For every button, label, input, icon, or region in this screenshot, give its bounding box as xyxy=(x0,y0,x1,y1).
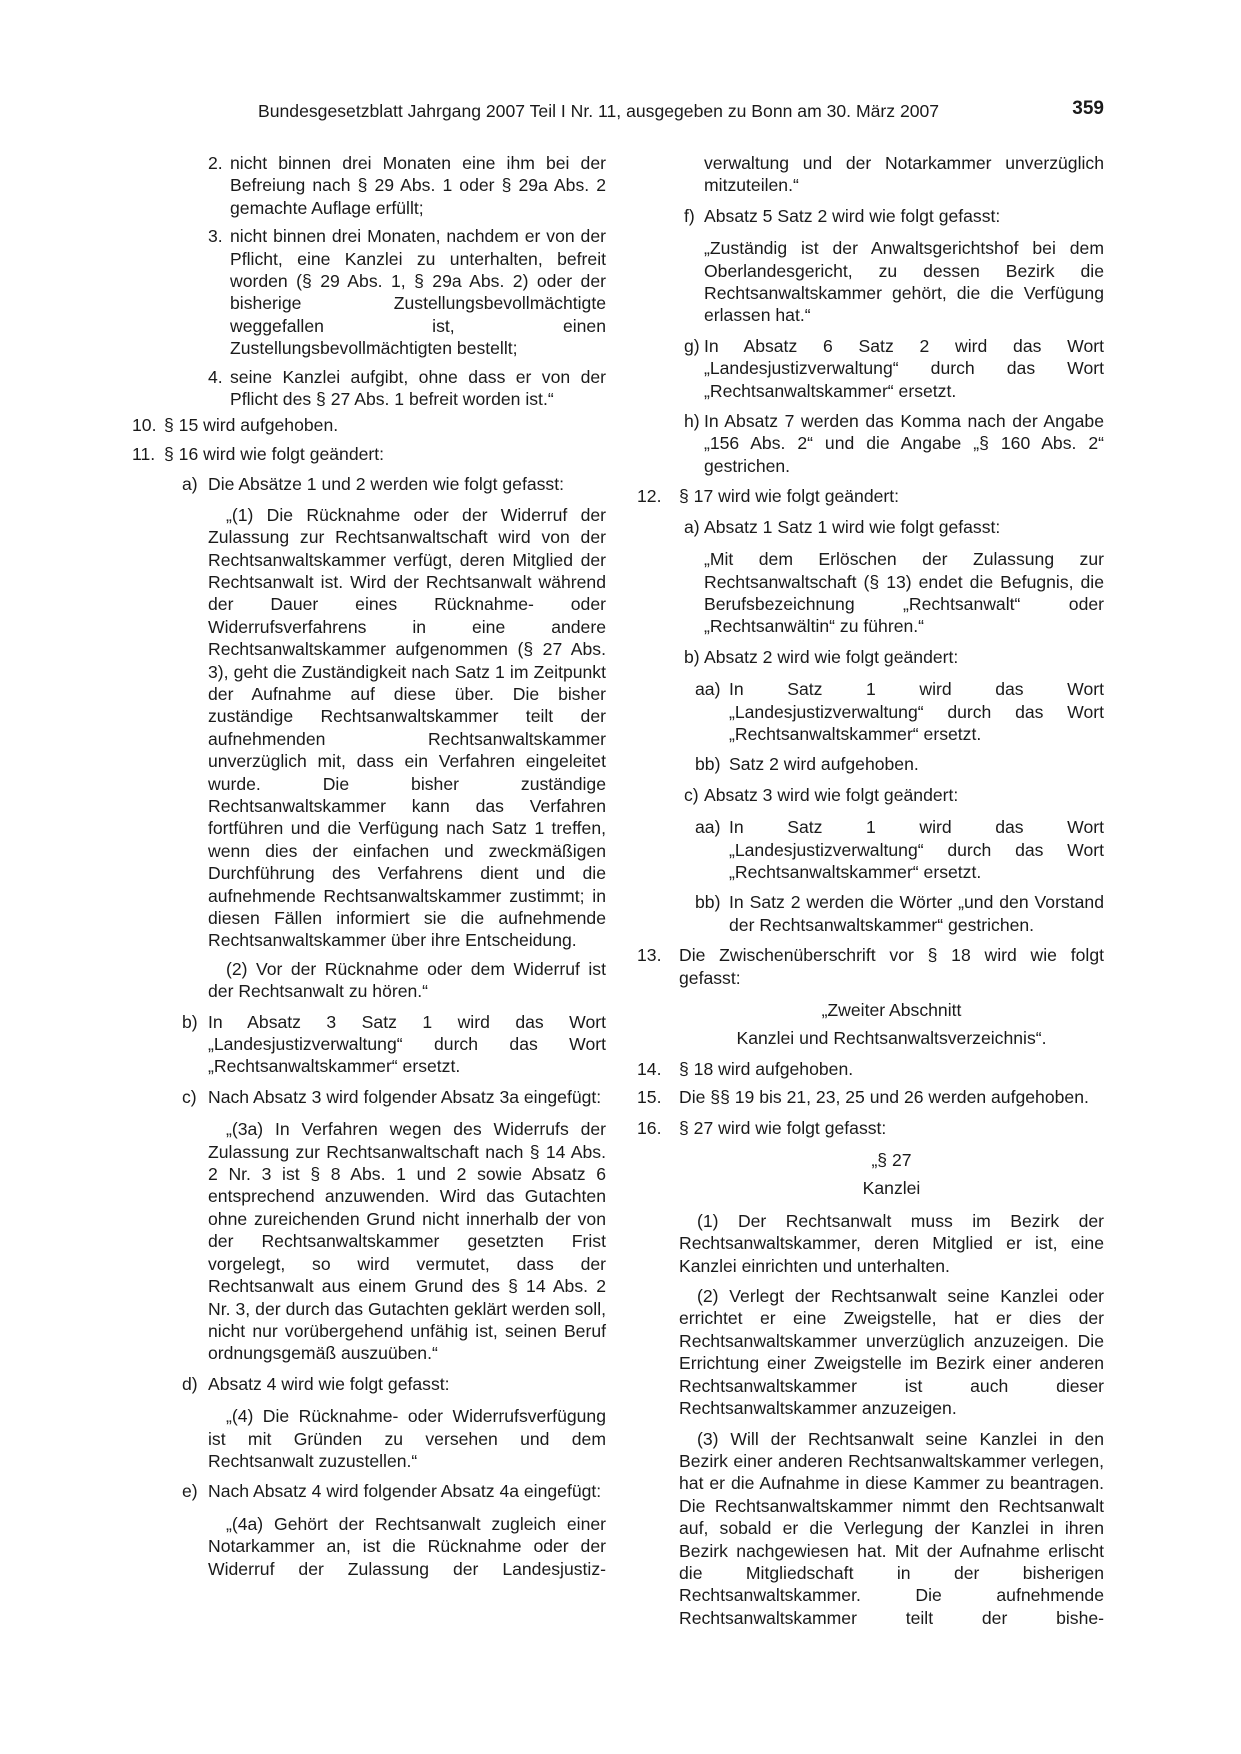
item-text: Nach Absatz 4 wird folgender Absatz 4a eingefügt: xyxy=(208,1481,602,1502)
item-text: Die §§ 19 bis 21, 23, 25 und 26 werden aufgehoben. xyxy=(679,1087,1089,1108)
list-item-2 xyxy=(112,152,606,219)
quoted-heading: „Zweiter Abschnitt xyxy=(821,1000,962,1020)
item-letter: b) xyxy=(684,646,700,667)
sub-item-a xyxy=(112,473,606,1002)
quote-paragraph: (2) Vor der Rücknahme oder dem Widerruf ist der Rechtsanwalt zu hören.“ xyxy=(208,958,606,1002)
item-number: 10. xyxy=(132,415,157,436)
numbered-item-15 xyxy=(637,1086,1104,1108)
sub-item-c xyxy=(112,1086,606,1365)
item-text: nicht binnen drei Monaten eine ihm bei der Befreiung nach § 29 Abs. 1 oder § 29a Abs. 2 gemachte Auflage erfüllt; xyxy=(230,153,606,218)
item-text: nicht binnen drei Monaten, nachdem er von der Pflicht, eine Kanzlei zu unterhalten, befreit worden (§ 29 Abs. 1, § 29a Abs. 2) oder der bisherige Zustellungsbevollmächtigte weggefallen ist, einen Zustellungsbevollmächtigten bestellt; xyxy=(230,226,606,359)
sub-sub-item-aa xyxy=(695,678,1104,745)
item-number: 14. xyxy=(637,1058,662,1079)
item-text: Satz 2 wird aufgehoben. xyxy=(729,754,919,775)
item-text: In Absatz 3 Satz 1 wird das Wort „Landesjustizverwaltung“ durch das Wort „Rechtsanwaltskammer“ ersetzt. xyxy=(208,1011,606,1077)
law-paragraph-1: (1) Der Rechtsanwalt muss im Bezirk der Rechtsanwaltskammer, deren Mitglied er ist, eine Kanzlei einrichten und unterhalten. xyxy=(679,1210,1104,1276)
list-item-3 xyxy=(112,225,606,359)
sub-item-f xyxy=(637,205,1104,327)
quote-paragraph: „Zuständig ist der Anwaltsgerichtshof bei dem Oberlandesgericht, zu dessen Bezirk die Rechtsanwaltskammer gehört, die die Verfügung erlassen hat.“ xyxy=(704,238,1104,326)
item-letter: bb) xyxy=(695,892,721,913)
item-text: In Satz 1 wird das Wort „Landesjustizverwaltung“ durch das Wort „Rechtsanwaltskammer“ ersetzt. xyxy=(729,679,1104,744)
numbered-item-10 xyxy=(112,414,606,436)
list-item-4 xyxy=(112,366,606,411)
item-text: Absatz 2 wird wie folgt geändert: xyxy=(704,646,959,667)
right-column xyxy=(637,152,1104,1629)
item-letter: c) xyxy=(684,784,699,805)
sub-sub-item-bb xyxy=(695,753,1104,775)
item-text: Absatz 3 wird wie folgt geändert: xyxy=(704,784,959,805)
item-text: seine Kanzlei aufgibt, ohne dass er von der Pflicht des § 27 Abs. 1 befreit worden ist.“ xyxy=(230,366,606,410)
item-text: In Satz 1 wird das Wort „Landesjustizverwaltung“ durch das Wort „Rechtsanwaltskammer“ ersetzt. xyxy=(729,817,1104,882)
sub-item-b xyxy=(679,646,1104,776)
sub-item-a xyxy=(679,516,1104,638)
item-text: Absatz 1 Satz 1 wird wie folgt gefasst: xyxy=(704,516,1001,537)
item-letter: g) xyxy=(684,335,700,356)
page-header xyxy=(0,100,1241,126)
item-text: Absatz 4 wird wie folgt gefasst: xyxy=(208,1373,450,1394)
item-text: Nach Absatz 3 wird folgender Absatz 3a eingefügt: xyxy=(208,1086,602,1107)
quote-paragraph: „(4a) Gehört der Rechtsanwalt zugleich einer Notarkammer an, ist die Rücknahme oder der Widerruf der Zulassung der Landesjustiz- xyxy=(208,1513,606,1579)
quote-paragraph: „(1) Die Rücknahme oder der Widerruf der Zulassung zur Rechtsanwaltschaft wird von der Rechtsanwaltskammer verfügt, deren Mitglied der Rechtsanwalt ist. Wird der Rechtsanwalt während der Dauer eines Rücknahme- oder Widerrufsverfahrens in eine andere Rechtsanwaltskammer aufgenommen (§ 27 Abs. 3), geht die Zuständigkeit nach Satz 1 im Zeitpunkt der Aufnahme auf diese über. Die bisher zuständige Rechtsanwaltskammer teilt der aufnehmenden Rechtsanwaltskammer unverzüglich mit, dass ein Verfahren eingeleitet wurde. Die bisher zuständige Rechtsanwaltskammer kann das Verfahren fortführen und die Verfügung nach Satz 1 treffen, wenn dies der einfachen und zweckmäßigen Durchführung des Verfahrens dient und die aufnehmende Rechtsanwaltskammer zustimmt; in diesen Fällen informiert sie die aufnehmende Rechtsanwaltskammer über ihre Entscheidung. xyxy=(208,504,606,951)
item-text: § 15 wird aufgehoben. xyxy=(164,415,339,436)
item-number: 16. xyxy=(637,1117,662,1138)
sub-item-b xyxy=(112,1011,606,1078)
item-letter: aa) xyxy=(695,817,721,838)
item-number: 13. xyxy=(637,945,662,966)
item-letter: h) xyxy=(684,411,700,432)
quote-paragraph: „Mit dem Erlöschen der Zulassung zur Rechtsanwaltschaft (§ 13) endet die Befugnis, die Berufsbezeichnung „Rechtsanwalt“ oder „Rechtsanwältin“ zu führen.“ xyxy=(704,549,1104,637)
sub-sub-item-aa xyxy=(695,816,1104,883)
gazette-title: Bundesgesetzblatt Jahrgang 2007 Teil I Nr. 11, ausgegeben zu Bonn am 30. März 2007 xyxy=(258,101,940,121)
item-letter: aa) xyxy=(695,679,721,700)
item-text: In Absatz 7 werden das Komma nach der Angabe „156 Abs. 2“ und die Angabe „§ 160 Abs. 2“ gestrichen. xyxy=(704,411,1104,476)
item-text: § 16 wird wie folgt geändert: xyxy=(164,443,385,464)
item-letter: bb) xyxy=(695,754,721,775)
section-title: Kanzlei xyxy=(862,1178,921,1199)
item-text: Absatz 5 Satz 2 wird wie folgt gefasst: xyxy=(704,205,1001,226)
quoted-heading: Kanzlei und Rechtsanwaltsverzeichnis“. xyxy=(736,1028,1047,1049)
item-text: Die Absätze 1 und 2 werden wie folgt gefasst: xyxy=(208,474,564,495)
left-column xyxy=(112,152,606,1580)
item-text: In Absatz 6 Satz 2 wird das Wort „Landesjustizverwaltung“ durch das Wort „Rechtsanwaltskammer“ ersetzt. xyxy=(704,335,1104,401)
law-paragraph-2: (2) Verlegt der Rechtsanwalt seine Kanzlei oder errichtet er eine Zweigstelle, hat er dies der Rechtsanwaltskammer unverzüglich anzuzeigen. Die Errichtung einer Zweigstelle im Bezirk einer anderen Rechtsanwaltskammer ist auch dieser Rechtsanwaltskammer anzuzeigen. xyxy=(679,1286,1104,1419)
quote-paragraph: „(3a) In Verfahren wegen des Widerrufs der Zulassung zur Rechtsanwaltschaft nach § 14 Abs. 2 Nr. 3 ist § 8 Abs. 1 und 2 sowie Absatz 6 entsprechend anzuwenden. Wird das Gutachten ohne zureichenden Grund nicht innerhalb der von der Rechtsanwaltskammer gesetzten Frist vorgelegt, so wird vermutet, dass der Rechtsanwalt aus einem Grund des § 14 Abs. 2 Nr. 3, der durch das Gutachten geklärt werden soll, nicht nur vorübergehend unfähig ist, seinen Beruf ordnungsgemäß auszuüben.“ xyxy=(208,1119,606,1364)
numbered-item-11 xyxy=(112,443,606,465)
numbered-item-16 xyxy=(637,1117,1104,1630)
item-number: 11. xyxy=(132,443,156,464)
item-letter: b) xyxy=(182,1011,198,1032)
item-letter: e) xyxy=(182,1481,198,1502)
numbered-item-13 xyxy=(637,944,1104,1050)
numbered-item-12 xyxy=(637,485,1104,936)
law-paragraph-3: (3) Will der Rechtsanwalt seine Kanzlei in den Bezirk einer anderen Rechtsanwaltskammer verlegen, hat er die Aufnahme in diese Kammer zu beantragen. Die Rechtsanwaltskammer nimmt den Rechtsanwalt auf, sobald er die Verlegung der Kanzlei in ihren Bezirk nachgewiesen hat. Mit der Aufnahme erlischt die Mitgliedschaft in der bisherigen Rechtsanwaltskammer. Die aufnehmende Rechtsanwaltskammer teilt der bishe- xyxy=(679,1428,1104,1628)
item-text: § 27 wird wie folgt gefasst: xyxy=(679,1117,887,1138)
item-number: 12. xyxy=(637,486,662,507)
sub-item-h xyxy=(637,410,1104,477)
sub-item-d xyxy=(112,1373,606,1473)
numbered-item-14 xyxy=(637,1058,1104,1080)
item-letter: a) xyxy=(684,516,700,537)
item-number: 3. xyxy=(208,226,223,247)
item-text: § 17 wird wie folgt geändert: xyxy=(679,486,900,507)
item-number: 4. xyxy=(208,366,223,387)
continued-text: verwaltung und der Notarkammer unverzüglich mitzuteilen.“ xyxy=(704,153,1104,196)
item-letter: d) xyxy=(182,1373,198,1394)
item-letter: f) xyxy=(684,205,695,226)
section-heading: „§ 27 xyxy=(871,1150,912,1171)
item-number: 2. xyxy=(208,153,223,173)
sub-item-c xyxy=(679,784,1104,936)
item-letter: a) xyxy=(182,474,198,495)
item-letter: c) xyxy=(182,1086,197,1107)
item-text: Die Zwischenüberschrift vor § 18 wird wie folgt gefasst: xyxy=(679,945,1104,988)
item-text: § 18 wird aufgehoben. xyxy=(679,1058,854,1079)
sub-sub-item-bb xyxy=(695,891,1104,936)
page-number: 359 xyxy=(1072,98,1104,119)
sub-item-g xyxy=(637,335,1104,402)
item-number: 15. xyxy=(637,1087,662,1108)
item-text: In Satz 2 werden die Wörter „und den Vorstand der Rechtsanwaltskammer“ gestrichen. xyxy=(729,892,1104,935)
sub-item-e xyxy=(112,1480,606,1580)
quote-paragraph: „(4) Die Rücknahme- oder Widerrufsverfügung ist mit Gründen zu versehen und dem Rechtsanwalt zuzustellen.“ xyxy=(208,1406,606,1471)
